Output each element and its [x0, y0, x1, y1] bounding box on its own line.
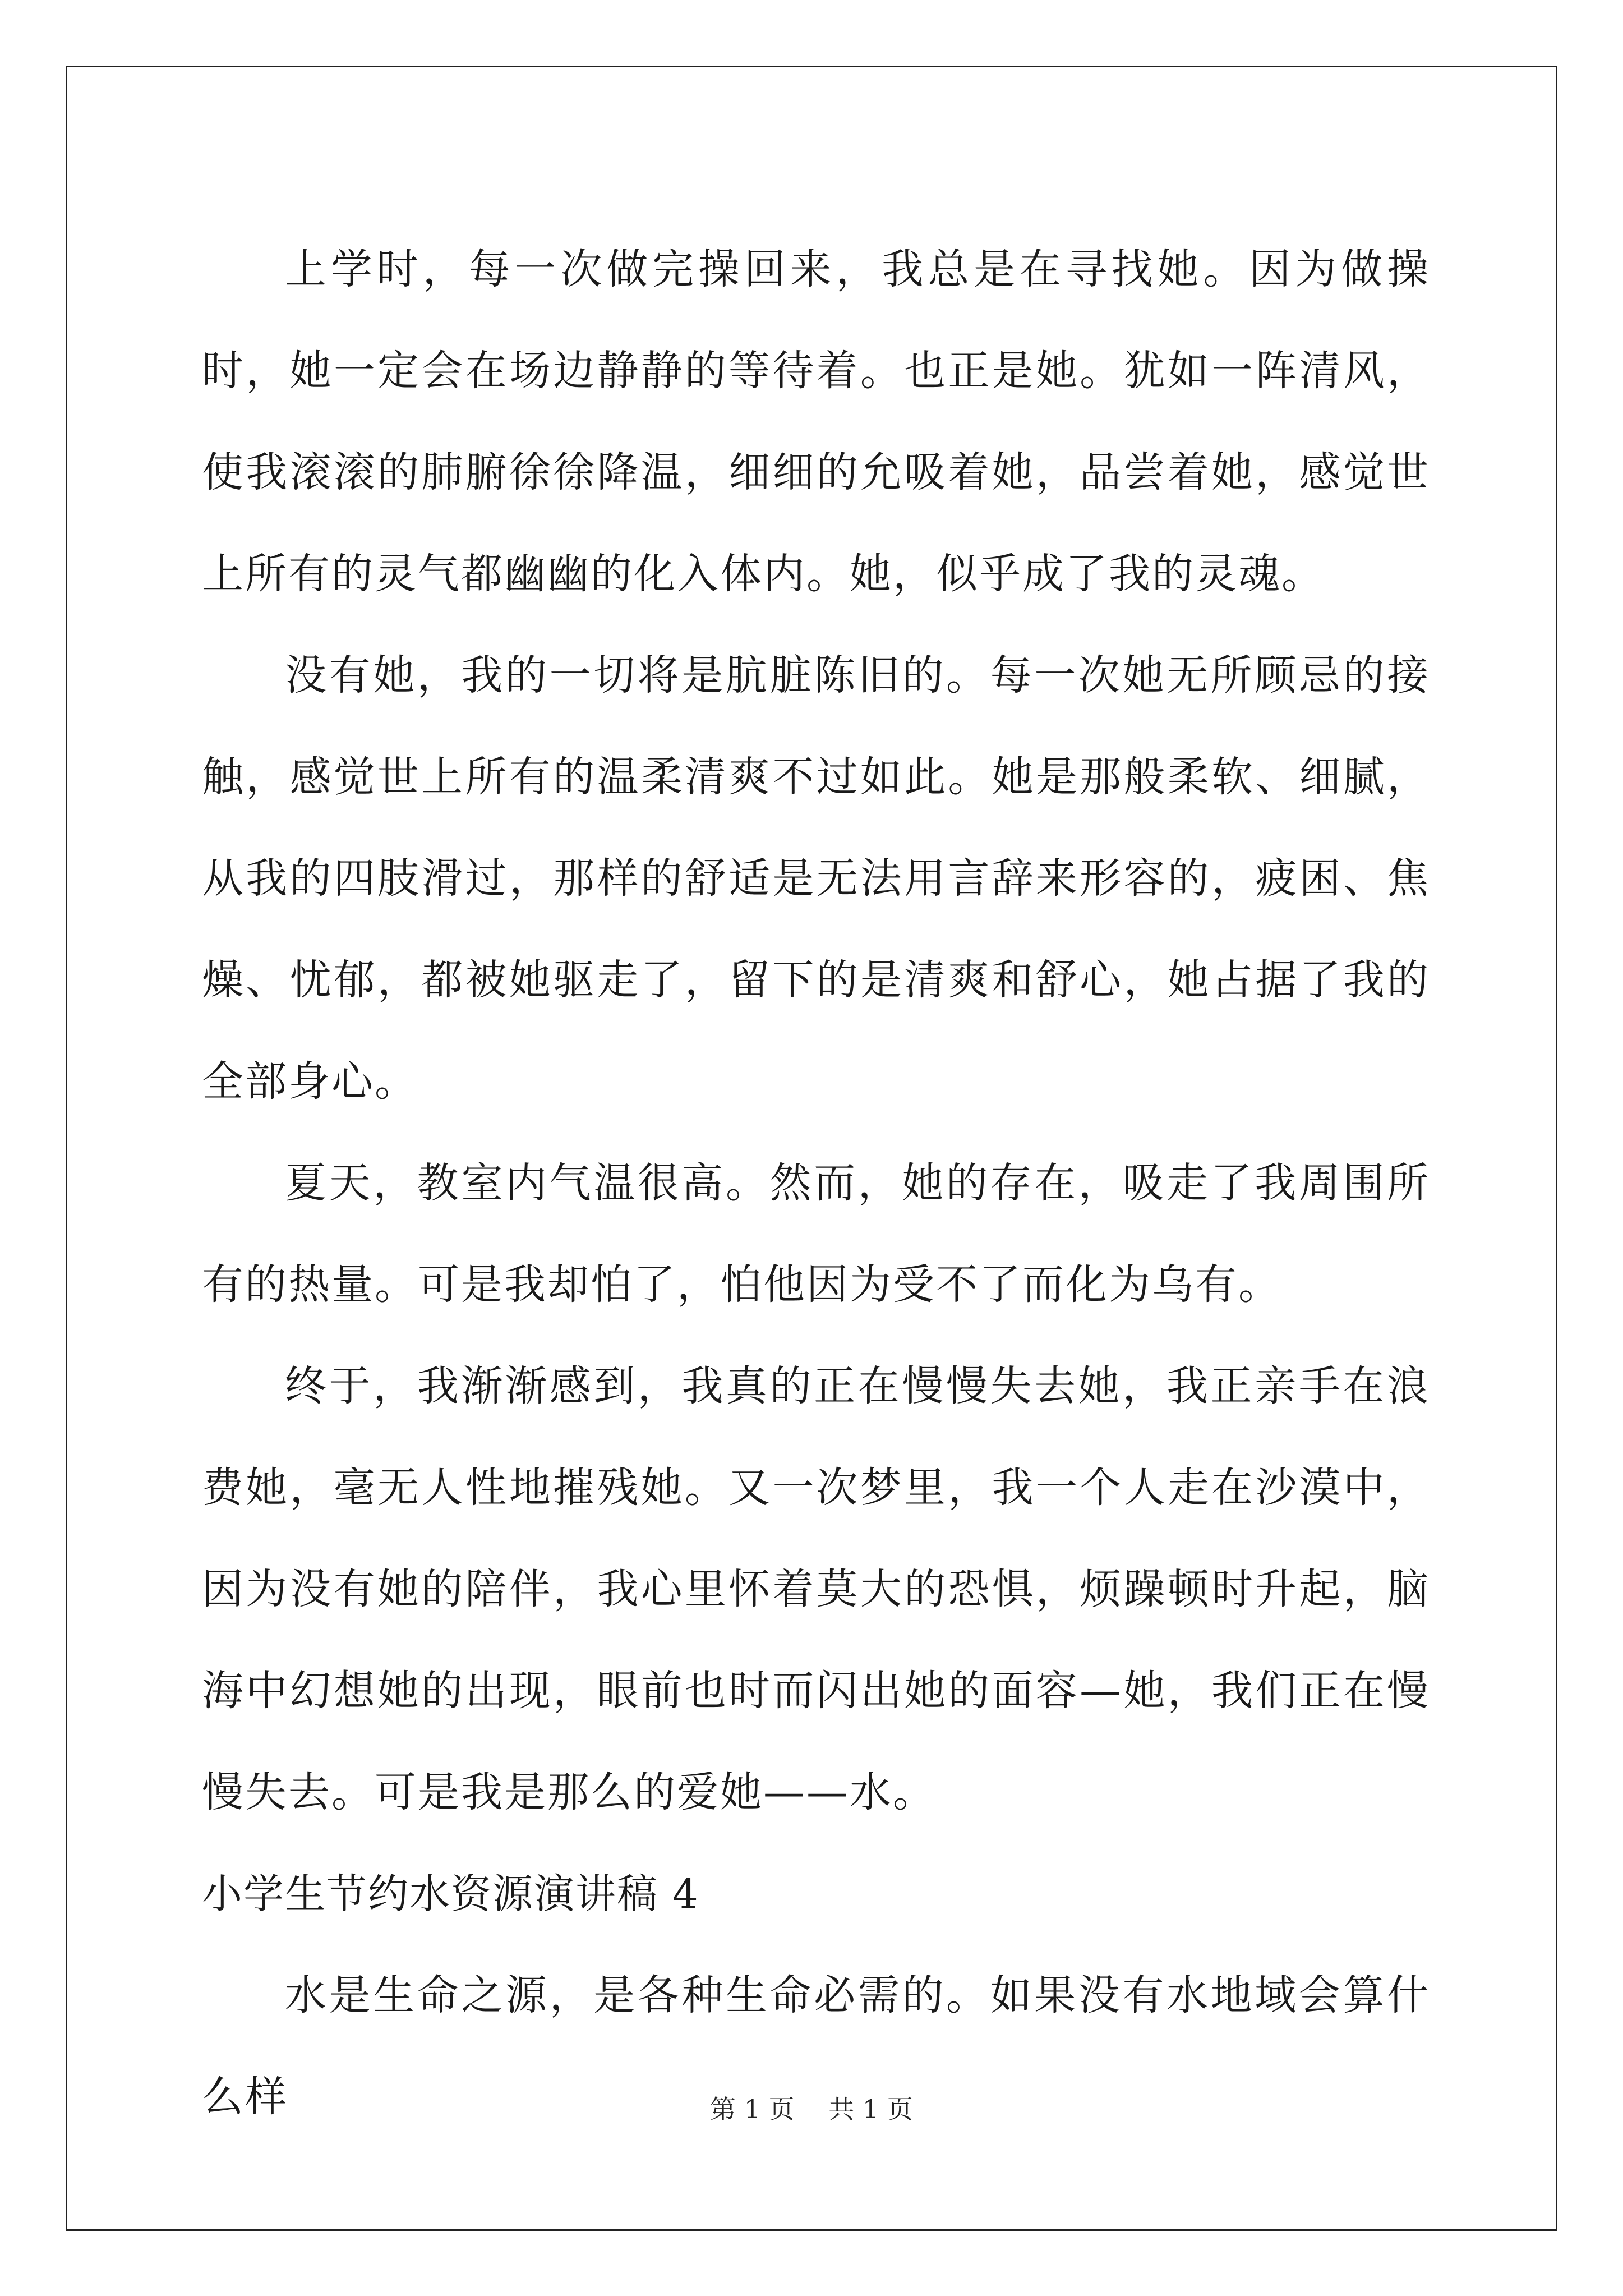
paragraph: 上学时，每一次做完操回来，我总是在寻找她。因为做操时，她一定会在场边静静的等待着。也正是她。犹如一阵清风，使我滚滚的肺腑徐徐降温，细细的允吸着她，品尝着她，感觉世上所有的灵气都幽幽的化入体内。她，似乎成了我的灵魂。	[202, 245, 1430, 598]
document-body	[202, 219, 1430, 2148]
paragraph: 水是生命之源，是各种生命必需的。如果没有水地域会算什么样	[202, 1971, 1430, 2121]
page-number: 第 1 页	[710, 2094, 795, 2124]
section-heading: 小学生节约水资源演讲稿 4	[202, 1870, 699, 1917]
paragraph: 没有她，我的一切将是肮脏陈旧的。每一次她无所顾忌的接触，感觉世上所有的温柔清爽不过如此。她是那般柔软、细腻，从我的四肢滑过，那样的舒适是无法用言辞来形容的，疲困、焦燥、忧郁，都被她驱走了，留下的是清爽和舒心，她占据了我的全部身心。	[202, 651, 1430, 1106]
page-total: 共 1 页	[828, 2094, 913, 2124]
paragraph: 夏天，教室内气温很高。然而，她的存在，吸走了我周围所有的热量。可是我却怕了，怕他因为受不了而化为乌有。	[202, 1159, 1430, 1309]
paragraph: 终于，我渐渐感到，我真的正在慢慢失去她，我正亲手在浪费她，毫无人性地摧残她。又一次梦里，我一个人走在沙漠中，因为没有她的陪伴，我心里怀着莫大的恐惧，烦躁顿时升起，脑海中幻想她的出现，眼前也时而闪出她的面容—她，我们正在慢慢失去。可是我是那么的爱她——水。	[202, 1362, 1430, 1816]
page-footer	[0, 2092, 1623, 2126]
